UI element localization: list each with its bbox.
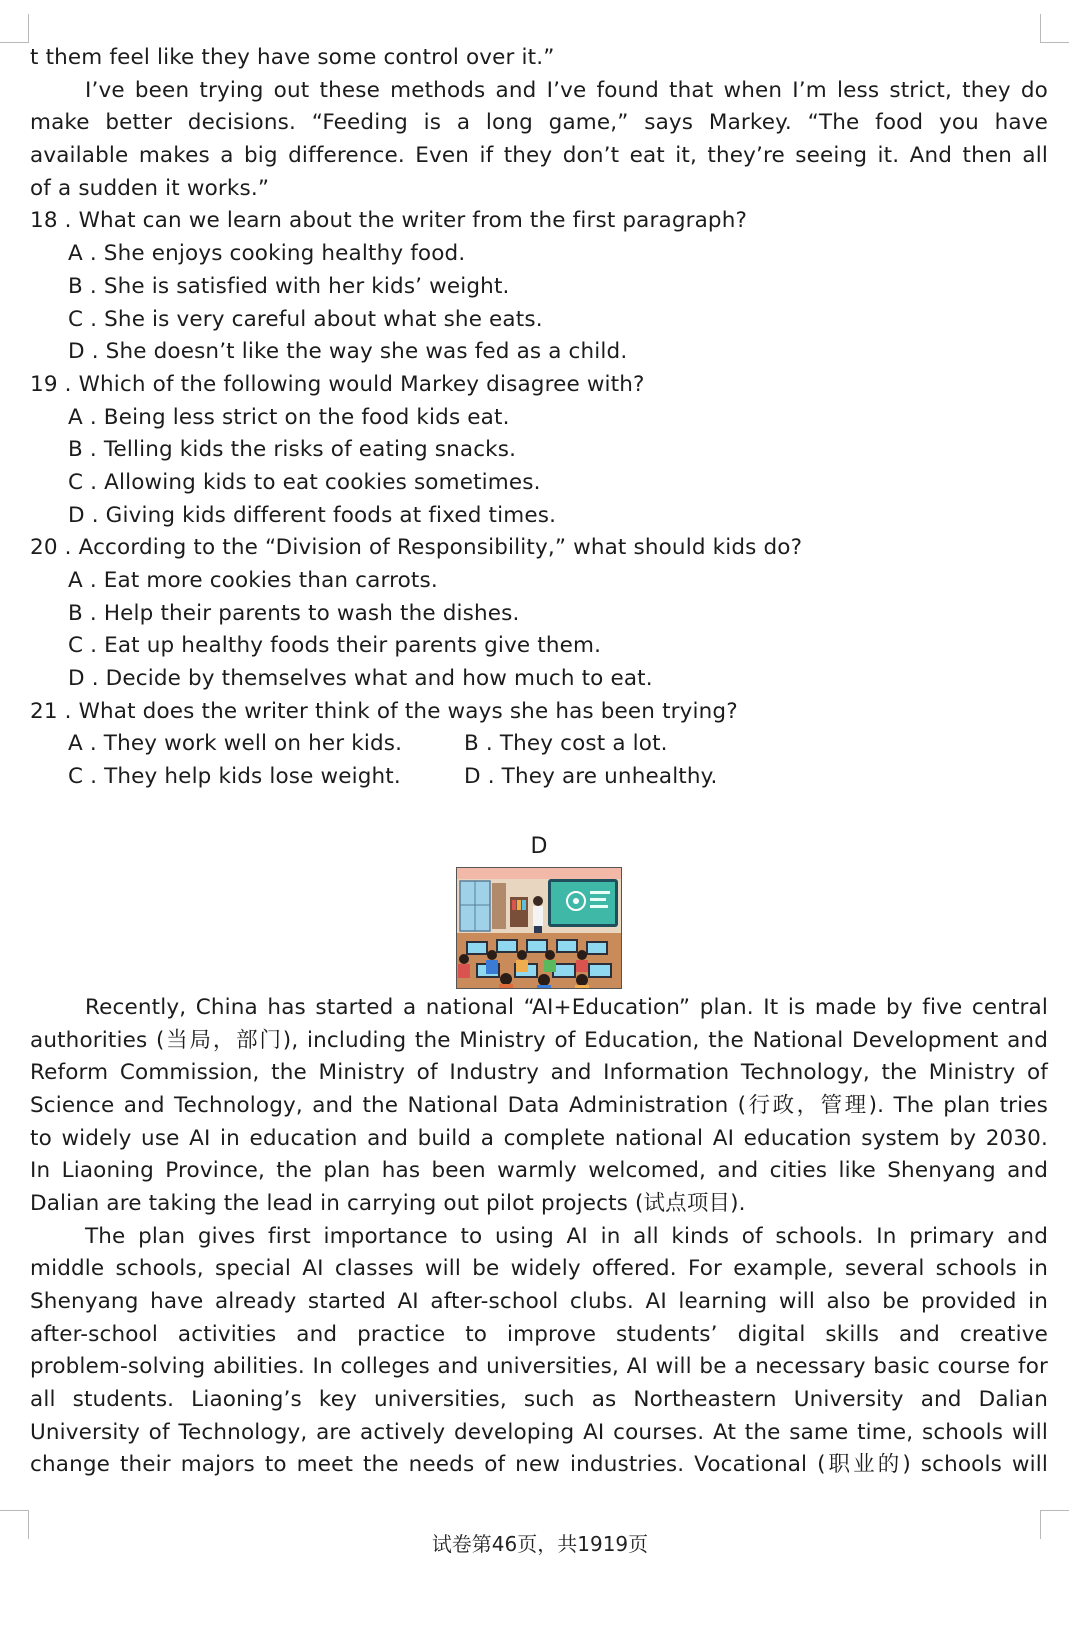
page-content [30, 42, 1048, 1482]
passage-line: of a sudden it works.” [30, 175, 270, 201]
question-20-option-d: D . Decide by themselves what and how much to eat. [68, 666, 653, 692]
question-21-option-d: D . They are unhealthy. [464, 764, 718, 790]
passage-line: I’ve been trying out these methods and I’ve found that when I’m less strict, they do [85, 77, 1048, 103]
question-19-option-a: A . Being less strict on the food kids eat. [68, 404, 510, 430]
question-18-option-a: A . She enjoys cooking healthy food. [68, 241, 466, 267]
question-19-option-c: C . Allowing kids to eat cookies sometimes. [68, 469, 541, 495]
passage-d-line: change their majors to meet the needs of new industries. Vocational (职业的) schools will [30, 1452, 1048, 1478]
question-18-stem: 18 . What can we learn about the writer from the first paragraph? [30, 208, 748, 234]
passage-d-line: University of Technology, are actively developing AI courses. At the same time, schools will [30, 1419, 1048, 1445]
passage-d-line: Dalian are taking the lead in carrying out pilot projects (试点项目). [30, 1190, 746, 1216]
question-18-option-b: B . She is satisfied with her kids’ weight. [68, 273, 510, 299]
question-21-option-c: C . They help kids lose weight. [68, 764, 401, 790]
question-19-stem: 19 . Which of the following would Markey disagree with? [30, 371, 645, 397]
section-label: D [530, 833, 548, 859]
crop-mark-top-right [1040, 14, 1069, 43]
page-footer: 试卷第46页，共1919页 [431, 1532, 649, 1556]
passage-d-line: Shenyang have already started AI after-school clubs. AI learning will also be provided in [30, 1289, 1048, 1314]
question-21-option-b: B . They cost a lot. [464, 731, 668, 757]
question-20-option-c: C . Eat up healthy foods their parents give them. [68, 633, 602, 659]
passage-line: available makes a big difference. Even if they don’t eat it, they’re seeing it. And then all [30, 143, 1048, 169]
passage-d-line: Recently, China has started a national “AI+Education” plan. It is made by five central [85, 994, 1048, 1020]
passage-d-line: after-school activities and practice to improve students’ digital skills and creative [30, 1321, 1048, 1347]
passage-d-line: authorities (当局，部门), including the Ministry of Education, the National Development and [30, 1027, 1048, 1053]
crop-mark-top-left [0, 14, 29, 43]
question-21-stem: 21 . What does the writer think of the ways she has been trying? [30, 698, 738, 724]
passage-line: make better decisions. “Feeding is a long game,” says Markey. “The food you have [30, 110, 1048, 136]
question-18-option-c: C . She is very careful about what she eats. [68, 306, 543, 332]
question-20-stem: 20 . According to the “Division of Responsibility,” what should kids do? [30, 535, 803, 561]
passage-d-line: The plan gives first importance to using AI in all kinds of schools. In primary and [85, 1223, 1048, 1249]
question-19-option-d: D . Giving kids different foods at fixed times. [68, 502, 557, 528]
passage-d-line: Science and Technology, and the National Data Administration (行政，管理). The plan tries [30, 1092, 1048, 1118]
question-19-option-b: B . Telling kids the risks of eating snacks. [68, 437, 517, 463]
passage-d-line: middle schools, special AI classes will be widely offered. For example, several schools in [30, 1256, 1048, 1282]
passage-line: t them feel like they have some control over it.” [30, 45, 555, 70]
passage-d-line: to widely use AI in education and build a complete national AI education system by 2030. [30, 1125, 1048, 1151]
question-21-options-row [30, 728, 1048, 761]
question-21-options-row [30, 761, 1048, 794]
question-20-option-b: B . Help their parents to wash the dishes. [68, 600, 520, 626]
passage-d-line: In Liaoning Province, the plan has been warmly welcomed, and cities like Shenyang and [30, 1158, 1048, 1184]
question-18-option-d: D . She doesn’t like the way she was fed as a child. [68, 339, 628, 365]
ai-classroom-illustration [456, 867, 622, 989]
passage-d-line: problem-solving abilities. In colleges and universities, AI will be a necessary basic course for [30, 1354, 1048, 1380]
question-20-option-a: A . Eat more cookies than carrots. [68, 568, 438, 593]
passage-d-line: all students. Liaoning’s key universities, such as Northeastern University and Dalian [30, 1387, 1048, 1413]
passage-d-line: Reform Commission, the Ministry of Industry and Information Technology, the Ministry of [30, 1060, 1048, 1086]
question-21-option-a: A . They work well on her kids. [68, 731, 403, 757]
